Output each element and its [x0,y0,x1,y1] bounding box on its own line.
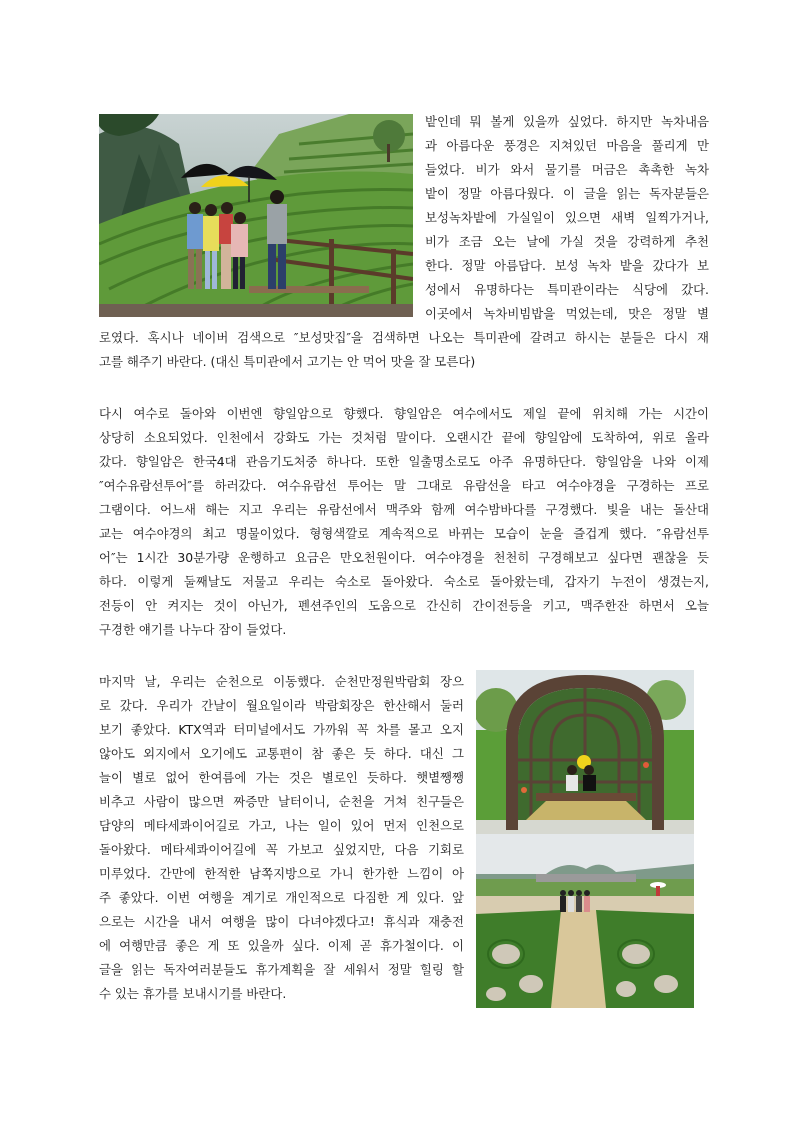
paragraph-3-line: 로 갔다. 우리가 간날이 월요일이라 박람회장은 한산해서 둘러 [99,698,464,713]
photo-maze-garden [476,834,694,1008]
photo-garden-arbor [476,670,694,834]
paragraph-1-line: 밭이 정말 아름다웠다. 이 글을 읽는 독자분들은 [425,186,709,201]
paragraph-3-line: 수 있는 휴가를 보내시기를 바란다. [99,986,287,1001]
paragraph-3-line: 돌아왔다. 메타세콰이어길에 꼭 가보고 싶었지만, 다음 기회로 [99,842,464,857]
paragraph-1-line: 비가 조금 오는 날에 가실 것을 강력하게 추천 [425,234,709,249]
paragraph-1-line: 고를 해주기 바란다. (대신 특미관에서 고기는 안 먹어 맛을 잘 모른다) [99,354,476,369]
paragraph-3-line: 비추고 사람이 많으면 짜증만 날터이니, 순천을 거쳐 친구들은 [99,794,464,809]
paragraph-2-line: 다시 여수로 돌아와 이번엔 향일암으로 향했다. 향일암은 여수에서도 제일 끝에 위치해 가는 시간이 [99,406,709,421]
paragraph-3-line: 주 좋았다. 이번 여행을 계기로 개인적으로 다짐한 게 있다. 앞 [99,890,464,905]
paragraph-2-line: 교는 여수야경의 최고 명물이었다. 형형색깔로 계속적으로 바뀌는 모습이 눈을 즐겁게 했다. ″유람선투 [99,526,709,541]
tea-field-image [99,114,413,317]
paragraph-3-line: 마지막 날, 우리는 순천으로 이동했다. 순천만정원박람회 장으 [99,674,464,689]
paragraph-2-line: 어″는 1시간 30분가량 운행하고 요금은 만오천원이다. 여수야경을 천천히 구경해보고 싶다면 괜찮을 듯 [99,550,709,565]
paragraph-3-line: 에 여행만큼 좋은 게 또 있을까 싶다. 이제 곧 휴가철이다. 이 [99,938,464,953]
paragraph-3-line: 으로는 시간을 내서 여행을 많이 다녀야겠다고! 휴식과 재충전 [99,914,464,929]
paragraph-1-line: 이곳에서 녹차비빔밥을 먹었는데, 맛은 정말 별 [425,306,709,321]
paragraph-1-line: 한다. 정말 아름답다. 보성 녹차 밭을 갔다가 보 [425,258,709,273]
paragraph-3-line: 담양의 메타세콰이어길로 가고, 나는 일이 있어 먼저 인천으로 [99,818,464,833]
paragraph-1-line: 과 아름다운 풍경은 지쳐있던 마음을 풀리게 만 [425,138,709,153]
paragraph-2-line: ″여수유람선투어″를 하러갔다. 여수유람선 투어는 말 그대로 유람선을 타고 여수야경을 구경하는 프로 [99,478,709,493]
paragraph-1-line: 보성녹차밭에 가실일이 있으면 새벽 일찍가거나, [425,210,709,225]
garden-arbor-image [476,670,694,834]
paragraph-1-line: 밭인데 뭐 볼게 있을까 싶었다. 하지만 녹차내음 [425,114,709,129]
paragraph-2-line: 전등이 안 켜지는 것이 아닌가, 펜션주인의 도움으로 간신히 간이전등을 키고, 맥주한잔 하면서 오늘 [99,598,709,613]
photo-tea-field [99,114,413,317]
paragraph-3-line: 보기 좋았다. KTX역과 터미널에서도 가까워 꼭 차를 몰고 오지 [99,722,464,737]
paragraph-3-line: 늘이 별로 없어 한여름에 가는 것은 별로인 듯하다. 햇볕쨍쨍 [99,770,464,785]
paragraph-2-line: 하다. 이렇게 둘째날도 저물고 우리는 숙소로 돌아왔다. 숙소로 돌아왔는데, 갑자기 누전이 생겼는지, [99,574,709,589]
paragraph-1-line: 들었다. 비가 와서 물기를 머금은 촉촉한 녹차 [425,162,709,177]
paragraph-1-line: 로였다. 혹시나 네이버 검색으로 ″보성맛집″을 검색하면 나오는 특미관에 갈려고 하시는 분들은 다시 재 [99,330,709,345]
paragraph-1-line: 성에서 유명하다는 특미관이라는 식당에 갔다. [425,282,709,297]
paragraph-3-line: 글을 읽는 독자여러분들도 휴가계획을 잘 세워서 정말 힐링 할 [99,962,464,977]
paragraph-2-line: 그램이다. 어느새 해는 지고 우리는 유람선에서 맥주와 함께 여수밤바다를 구경했다. 빛을 내는 돌산대 [99,502,709,517]
paragraph-3-line: 미루었다. 간만에 한적한 남쪽지방으로 가니 한가한 느낌이 아 [99,866,464,881]
paragraph-2-line: 갔다. 향일암은 한국4대 관음기도처중 하나다. 또한 일출명소로도 아주 유명하단다. 향일암을 나와 이제 [99,454,709,469]
paragraph-3-line: 않아도 외지에서 오기에도 교통편이 참 좋은 듯 하다. 대신 그 [99,746,464,761]
paragraph-2-line: 상당히 소요되었다. 인천에서 강화도 가는 것처럼 말이다. 오랜시간 끝에 향일암에 도착하여, 위로 올라 [99,430,709,445]
maze-garden-image [476,834,694,1008]
paragraph-2-line: 구경한 얘기를 나누다 잠이 들었다. [99,622,287,637]
